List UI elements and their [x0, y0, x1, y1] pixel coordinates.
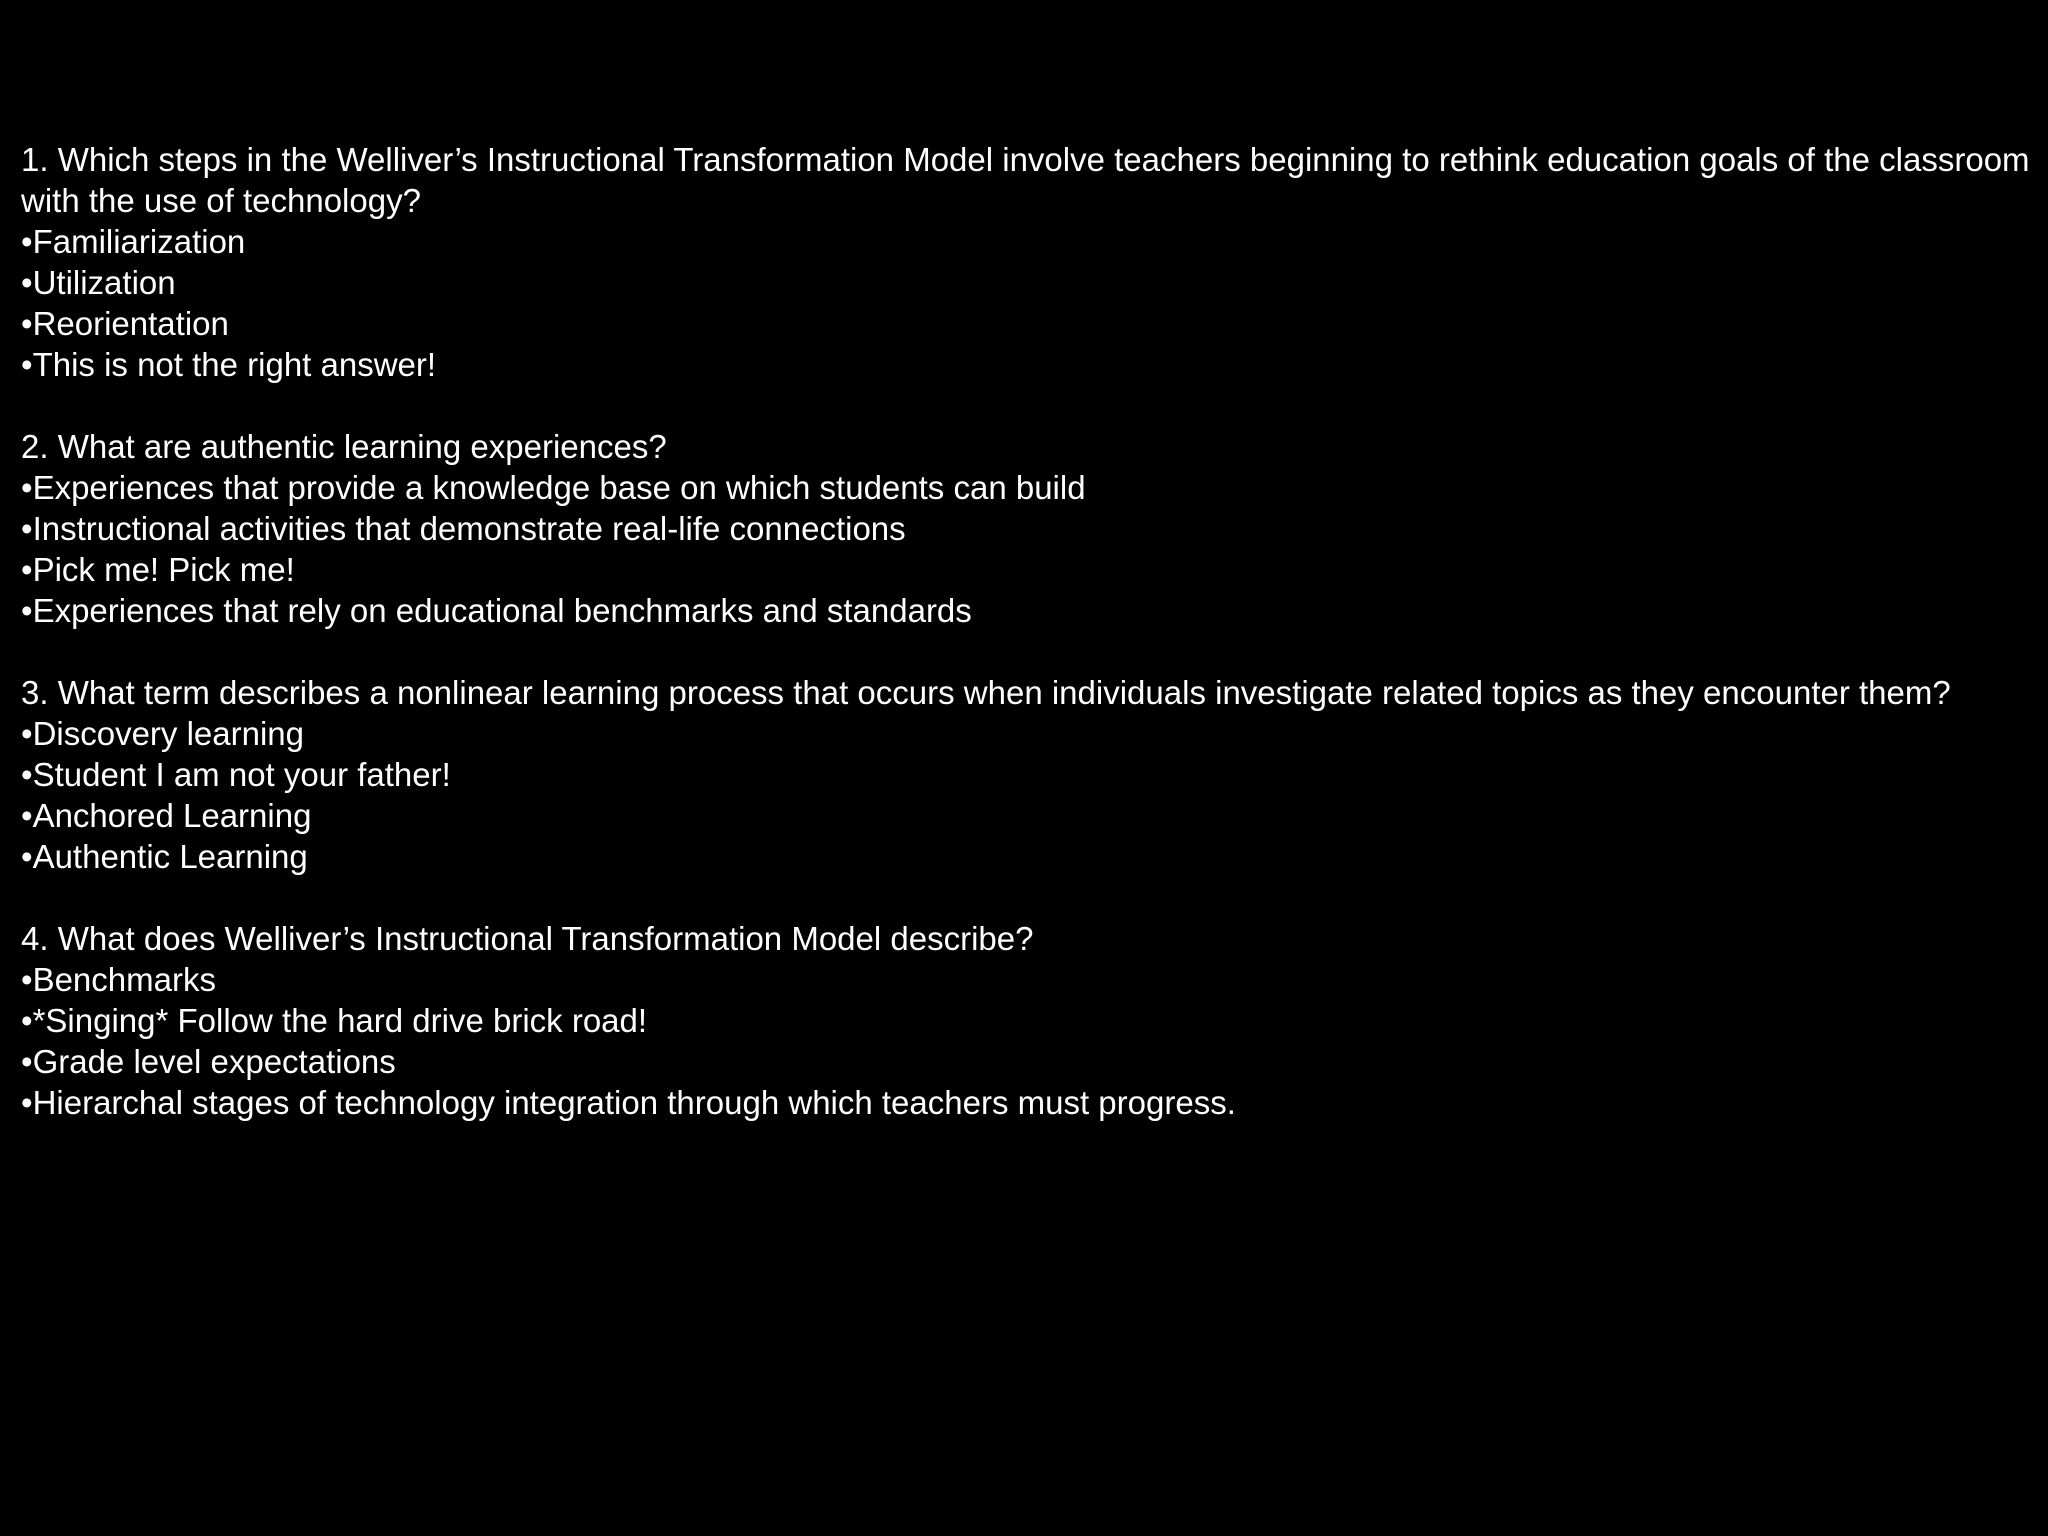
question-block-2 — [21, 426, 2031, 631]
question-4-option-2: •*Singing* Follow the hard drive brick road! — [21, 1002, 648, 1039]
bullet-icon: • — [21, 797, 33, 834]
bullet-icon: • — [21, 756, 33, 793]
question-1-option-2: •Utilization — [21, 264, 176, 301]
bullet-icon: • — [21, 346, 33, 383]
question-block-4 — [21, 918, 2031, 1123]
question-block-3 — [21, 672, 2031, 877]
bullet-icon: • — [21, 305, 33, 342]
question-1-option-1: •Familiarization — [21, 223, 246, 260]
question-2-text: 2. What are authentic learning experiences? — [21, 428, 667, 465]
question-2-option-3: •Pick me! Pick me! — [21, 551, 295, 588]
question-1-option-3: •Reorientation — [21, 305, 229, 342]
question-3-text: 3. What term describes a nonlinear learning process that occurs when individuals investigate related topics as they encounter them? — [21, 674, 1951, 711]
question-4-option-3: •Grade level expectations — [21, 1043, 396, 1080]
bullet-icon: • — [21, 223, 33, 260]
question-4-text: 4. What does Welliver’s Instructional Transformation Model describe? — [21, 920, 1034, 957]
question-2-option-2: •Instructional activities that demonstrate real-life connections — [21, 510, 906, 547]
bullet-icon: • — [21, 264, 33, 301]
question-2-option-4: •Experiences that rely on educational benchmarks and standards — [21, 592, 972, 629]
bullet-icon: • — [21, 838, 33, 875]
bullet-icon: • — [21, 592, 33, 629]
bullet-icon: • — [21, 551, 33, 588]
question-3-option-2: •Student I am not your father! — [21, 756, 451, 793]
question-2-option-1: •Experiences that provide a knowledge base on which students can build — [21, 469, 1086, 506]
slide-content — [21, 139, 2031, 1123]
bullet-icon: • — [21, 1084, 33, 1121]
bullet-icon: • — [21, 715, 33, 752]
bullet-icon: • — [21, 1002, 33, 1039]
question-3-option-1: •Discovery learning — [21, 715, 305, 752]
bullet-icon: • — [21, 1043, 33, 1080]
bullet-icon: • — [21, 469, 33, 506]
bullet-icon: • — [21, 510, 33, 547]
question-3-option-3: •Anchored Learning — [21, 797, 312, 834]
question-1-text: 1. Which steps in the Welliver’s Instructional Transformation Model involve teachers beginning to rethink education goals of the classroom with the use of technology? — [21, 141, 2030, 219]
question-block-1 — [21, 139, 2031, 385]
bullet-icon: • — [21, 961, 33, 998]
question-4-option-4: •Hierarchal stages of technology integration through which teachers must progress. — [21, 1084, 1236, 1121]
question-4-option-1: •Benchmarks — [21, 961, 216, 998]
question-3-option-4: •Authentic Learning — [21, 838, 308, 875]
question-1-option-4: •This is not the right answer! — [21, 346, 437, 383]
